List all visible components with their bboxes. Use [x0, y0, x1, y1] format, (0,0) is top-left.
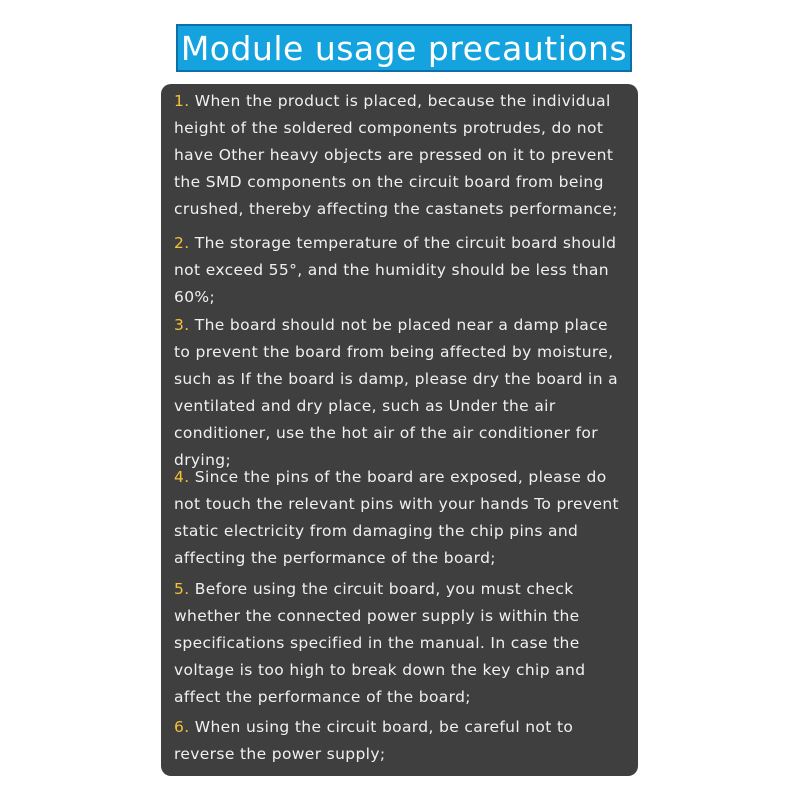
precaution-line: affecting the performance of the board; [174, 549, 496, 567]
precaution-item-5 [174, 576, 636, 711]
precaution-number: 3. [174, 316, 190, 334]
page-title: Module usage precautions [180, 28, 628, 68]
precaution-line: the SMD components on the circuit board from being [174, 173, 604, 191]
precaution-text: Since the pins of the board are exposed, please do [189, 468, 607, 486]
precaution-number: 6. [174, 718, 190, 736]
precaution-item-4 [174, 464, 636, 572]
precaution-number: 5. [174, 580, 190, 598]
precaution-item-2 [174, 230, 636, 311]
precaution-line: static electricity from damaging the chip pins and [174, 522, 579, 540]
precaution-text: The storage temperature of the circuit board should [189, 234, 617, 252]
precaution-line: not touch the relevant pins with your hands To prevent [174, 495, 619, 513]
precaution-line: ventilated and dry place, such as Under the air [174, 397, 556, 415]
precaution-line [174, 88, 636, 115]
precaution-item-6 [174, 714, 636, 768]
precaution-line: to prevent the board from being affected by moisture, [174, 343, 614, 361]
precaution-number: 2. [174, 234, 190, 252]
precaution-line: drying; [174, 451, 232, 469]
precaution-item-1 [174, 88, 636, 223]
precaution-line: not exceed 55°, and the humidity should be less than [174, 261, 609, 279]
precaution-number: 4. [174, 468, 190, 486]
precaution-line [174, 714, 636, 741]
precaution-line: 60%; [174, 288, 216, 306]
precautions-panel [161, 84, 638, 776]
precaution-line [174, 312, 636, 339]
precaution-number: 1. [174, 92, 190, 110]
precaution-line: crushed, thereby affecting the castanets performance; [174, 200, 618, 218]
precaution-line: such as If the board is damp, please dry the board in a [174, 370, 619, 388]
precaution-line: affect the performance of the board; [174, 688, 471, 706]
precaution-line: have Other heavy objects are pressed on it to prevent [174, 146, 614, 164]
precaution-line: height of the soldered components protrudes, do not [174, 119, 604, 137]
precaution-line: specifications specified in the manual. In case the [174, 634, 580, 652]
precaution-line [174, 464, 636, 491]
precaution-line: reverse the power supply; [174, 745, 386, 763]
precaution-text: When the product is placed, because the individual [189, 92, 611, 110]
precaution-line [174, 230, 636, 257]
precaution-line: voltage is too high to break down the key chip and [174, 661, 586, 679]
title-banner [176, 24, 632, 72]
precaution-item-3 [174, 312, 636, 474]
precaution-text: The board should not be placed near a damp place [189, 316, 608, 334]
precaution-line [174, 576, 636, 603]
precaution-line: conditioner, use the hot air of the air conditioner for [174, 424, 598, 442]
precaution-line: whether the connected power supply is within the [174, 607, 580, 625]
precaution-text: When using the circuit board, be careful not to [189, 718, 574, 736]
precaution-text: Before using the circuit board, you must check [189, 580, 574, 598]
